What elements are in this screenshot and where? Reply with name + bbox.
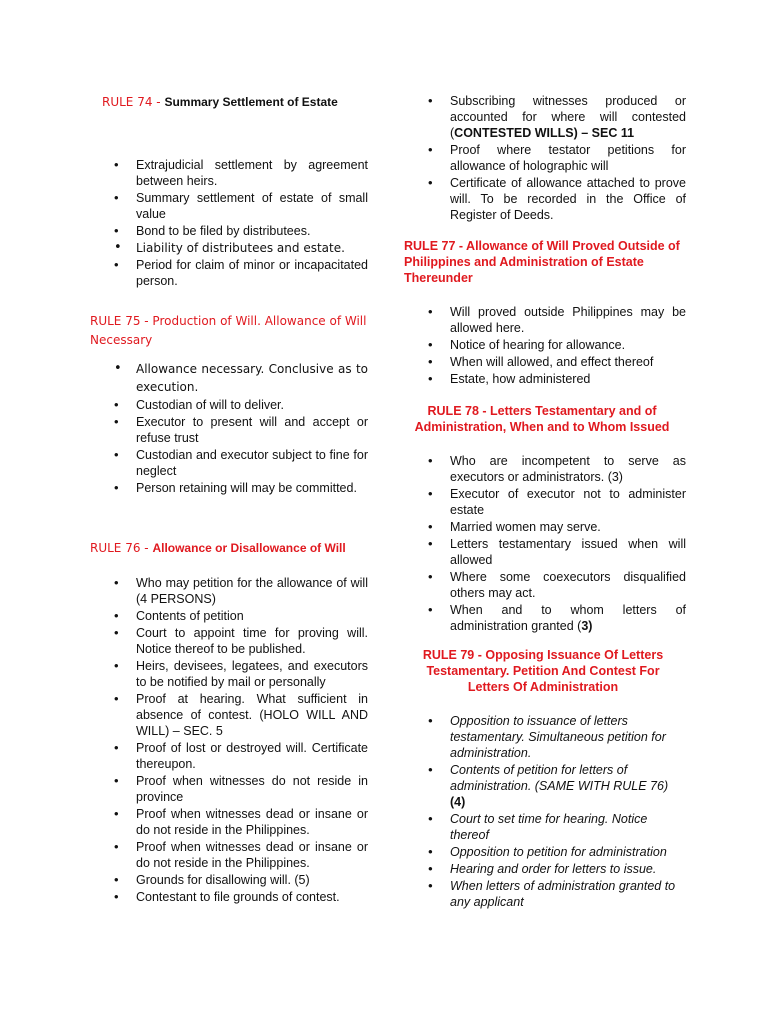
list-item: • Where some coexecutors disqualified others may act. <box>404 569 686 601</box>
list-item: • Court to appoint time for proving will. Notice thereof to be published. <box>90 625 368 657</box>
list-item: • Opposition to issuance of letters testamentary. Simultaneous petition for administration. <box>404 713 686 761</box>
rule-76-title: Allowance or Disallowance of Will <box>152 541 346 555</box>
list-item: • Person retaining will may be committed. <box>90 480 368 496</box>
list-item: • Proof when witnesses dead or insane or do not reside in the Philippines. <box>90 839 368 871</box>
list-item: • When will allowed, and effect thereof <box>404 354 686 370</box>
list-item: • Extrajudicial settlement by agreement between heirs. <box>90 157 368 189</box>
list-item: • Executor of executor not to administer estate <box>404 486 686 518</box>
list-item: • When letters of administration granted to any applicant <box>404 878 686 910</box>
rule-75-heading: RULE 75 - Production of Will. Allowance of Will Necessary <box>90 314 367 347</box>
rule-74-heading <box>102 94 372 110</box>
list-item: • Period for claim of minor or incapacitated person. <box>90 257 368 289</box>
list-item <box>404 602 686 634</box>
list-item: • Certificate of allowance attached to prove will. To be recorded in the Office of Register of Deeds. <box>404 175 686 223</box>
list-item: • Liability of distributees and estate. <box>90 240 368 256</box>
list-item: • Court to set time for hearing. Notice thereof <box>404 811 686 843</box>
list-item: • Contestant to file grounds of contest. <box>90 889 368 905</box>
list-item: • Allowance necessary. Conclusive as to execution. <box>90 360 368 396</box>
list-item: • Who may petition for the allowance of will (4 PERSONS) <box>90 575 368 607</box>
list-item <box>404 93 686 141</box>
list-item: • Proof when witnesses do not reside in province <box>90 773 368 805</box>
list-item: • Married women may serve. <box>404 519 686 535</box>
list-item: • Bond to be filed by distributees. <box>90 223 368 239</box>
list-item-bold: CONTESTED WILLS) – SEC 11 <box>454 126 635 140</box>
list-item: • Executor to present will and accept or refuse trust <box>90 414 368 446</box>
rule-74-label: RULE 74 - <box>102 95 165 109</box>
list-item: • Grounds for disallowing will. (5) <box>90 872 368 888</box>
list-item: • Estate, how administered <box>404 371 686 387</box>
list-item-text: Subscribing witnesses produced or accounted for where will contested ( <box>450 94 686 140</box>
list-item-bold: (4) <box>450 795 466 809</box>
rule-78-list <box>404 453 686 635</box>
rule-76-heading <box>90 540 380 556</box>
list-item: • Letters testamentary issued when will allowed <box>404 536 686 568</box>
rule-74-title: Summary Settlement of Estate <box>164 95 338 109</box>
list-item-text: Contents of petition for letters of administration. (SAME WITH RULE 76) <box>450 763 669 793</box>
list-item: • Will proved outside Philippines may be allowed here. <box>404 304 686 336</box>
rule-79-list <box>404 713 686 911</box>
list-item: • Custodian and executor subject to fine for neglect <box>90 447 368 479</box>
list-item <box>404 762 686 810</box>
list-item: • Who are incompetent to serve as executors or administrators. (3) <box>404 453 686 485</box>
rule-76-continued-list <box>404 93 686 224</box>
list-item: • Proof at hearing. What sufficient in absence of contest. (HOLO WILL AND WILL) – SEC. 5 <box>90 691 368 739</box>
rule-76-label: RULE 76 - <box>90 541 153 555</box>
rule-74-list <box>90 157 368 290</box>
rule-77-heading: RULE 77 - Allowance of Will Proved Outside of Philippines and Administration of Estate Thereunder <box>404 239 680 285</box>
rule-76-list <box>90 575 368 906</box>
list-item: • Custodian of will to deliver. <box>90 397 368 413</box>
rule-77-list <box>404 304 686 388</box>
list-item: • Heirs, devisees, legatees, and executors to be notified by mail or personally <box>90 658 368 690</box>
list-item-text: When and to whom letters of administration granted ( <box>450 603 686 633</box>
list-item-bold: 3) <box>581 619 593 633</box>
rule-75-list <box>90 360 368 497</box>
list-item: • Hearing and order for letters to issue. <box>404 861 686 877</box>
rule-78-heading: RULE 78 - Letters Testamentary and of Administration, When and to Whom Issued <box>414 404 670 434</box>
list-item: • Proof where testator petitions for allowance of holographic will <box>404 142 686 174</box>
list-item: • Notice of hearing for allowance. <box>404 337 686 353</box>
list-item: • Summary settlement of estate of small value <box>90 190 368 222</box>
list-item: • Opposition to petition for administration <box>404 844 686 860</box>
list-item: • Proof when witnesses dead or insane or do not reside in the Philippines. <box>90 806 368 838</box>
list-item: • Proof of lost or destroyed will. Certificate thereupon. <box>90 740 368 772</box>
list-item: • Contents of petition <box>90 608 368 624</box>
rule-79-heading: RULE 79 - Opposing Issuance Of Letters Testamentary. Petition And Contest For Letters Of Administration <box>422 648 664 694</box>
